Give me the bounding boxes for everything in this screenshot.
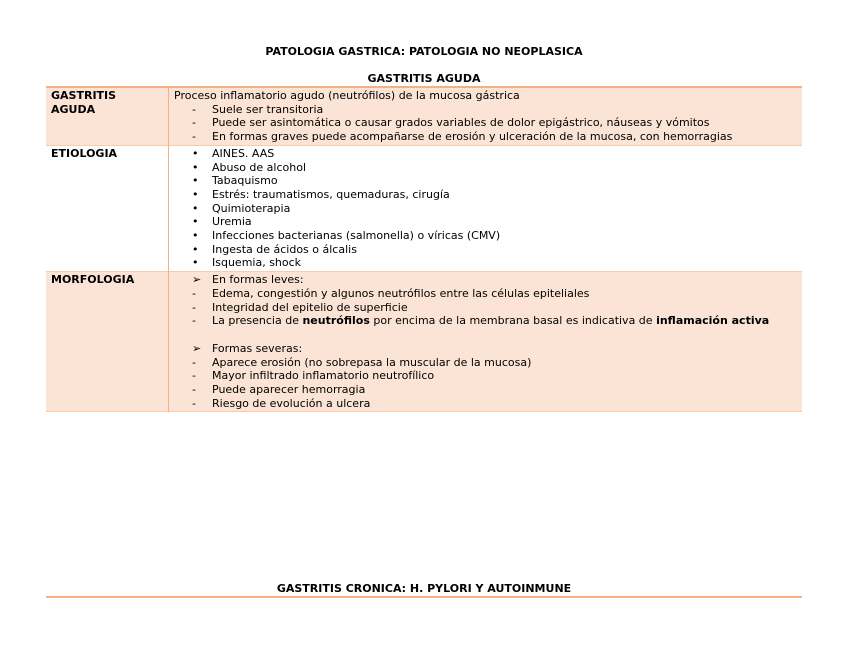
dash-marker: - bbox=[192, 130, 196, 144]
list-item: • Isquemia, shock bbox=[192, 256, 302, 270]
bullet-marker: • bbox=[192, 174, 199, 188]
next-section-title: GASTRITIS CRONICA: H. PYLORI Y AUTOINMUNE bbox=[276, 582, 572, 595]
spacer bbox=[174, 328, 797, 342]
gastritis-aguda-table bbox=[46, 86, 802, 412]
dash-marker: - bbox=[192, 383, 196, 397]
list-item: - Integridad del epitelio de superficie bbox=[192, 300, 408, 314]
list-item: - Riesgo de evolución a ulcera bbox=[192, 396, 371, 410]
list-item: • Quimioterapia bbox=[192, 201, 291, 215]
dash-marker: - bbox=[192, 314, 196, 328]
table-row-morfologia bbox=[46, 272, 802, 412]
list-item: • Uremia bbox=[192, 215, 252, 229]
list-item: • AINES. AAS bbox=[192, 146, 275, 160]
emphasis-neutrofilos: neutrófilos bbox=[302, 314, 370, 328]
row-content-gastritis bbox=[169, 87, 803, 145]
row-content-etiologia bbox=[169, 145, 803, 271]
morfologia-leves-list bbox=[174, 273, 797, 328]
list-item: - La presencia de neutrófilos por encima de la membrana basal es indicativa de inflamación activa bbox=[192, 314, 770, 328]
bullet-marker: • bbox=[192, 229, 199, 243]
dash-marker: - bbox=[192, 396, 196, 410]
list-heading: ➢ En formas leves: bbox=[192, 273, 304, 287]
table-row-etiologia bbox=[46, 145, 802, 271]
list-item: - Edema, congestión y algunos neutrófilos entre las células epiteliales bbox=[192, 286, 590, 300]
dash-marker: - bbox=[192, 102, 196, 116]
list-heading: ➢ Formas severas: bbox=[192, 341, 303, 355]
dash-marker: - bbox=[192, 116, 196, 130]
row-content-morfologia bbox=[169, 272, 803, 412]
list-item: - Puede aparecer hemorragia bbox=[192, 383, 366, 397]
bullet-marker: • bbox=[192, 215, 199, 229]
arrow-marker: ➢ bbox=[192, 273, 202, 287]
bullet-marker: • bbox=[192, 187, 199, 201]
list-item: • Tabaquismo bbox=[192, 174, 278, 188]
bullet-marker: • bbox=[192, 201, 199, 215]
bullet-marker: • bbox=[192, 256, 199, 270]
dash-marker: - bbox=[192, 355, 196, 369]
dash-marker: - bbox=[192, 300, 196, 314]
dash-marker: - bbox=[192, 286, 196, 300]
list-item: • Abuso de alcohol bbox=[192, 160, 307, 174]
gastritis-list bbox=[174, 103, 797, 144]
section-title: GASTRITIS AGUDA bbox=[367, 72, 481, 85]
list-item: • Ingesta de ácidos o álcalis bbox=[192, 242, 357, 256]
section-divider bbox=[46, 596, 802, 598]
list-item: - Aparece erosión (no sobrepasa la muscular de la mucosa) bbox=[192, 355, 532, 369]
bullet-marker: • bbox=[192, 146, 199, 160]
gastritis-definition: Proceso inflamatorio agudo (neutrófilos) de la mucosa gástrica bbox=[174, 89, 520, 102]
morfologia-severas-list bbox=[174, 342, 797, 411]
bullet-marker: • bbox=[192, 160, 199, 174]
table-row-gastritis bbox=[46, 87, 802, 145]
dash-marker: - bbox=[192, 369, 196, 383]
list-item: - En formas graves puede acompañarse de erosión y ulceración de la mucosa, con hemorragias bbox=[192, 130, 733, 144]
arrow-marker: ➢ bbox=[192, 341, 202, 355]
document-title: PATOLOGIA GASTRICA: PATOLOGIA NO NEOPLASICA bbox=[265, 45, 583, 58]
list-item: - Mayor infiltrado inflamatorio neutrofílico bbox=[192, 369, 435, 383]
row-label-etiologia: ETIOLOGIA bbox=[46, 145, 169, 271]
bullet-marker: • bbox=[192, 242, 199, 256]
etiologia-list bbox=[174, 147, 797, 270]
emphasis-inflamacion-activa: inflamación activa bbox=[656, 314, 770, 328]
list-item: - Puede ser asintomática o causar grados variables de dolor epigástrico, náuseas y vómitos bbox=[192, 116, 710, 130]
list-item: • Estrés: traumatismos, quemaduras, cirugía bbox=[192, 187, 450, 201]
list-item: - Suele ser transitoria bbox=[192, 102, 324, 116]
list-item: • Infecciones bacterianas (salmonella) o víricas (CMV) bbox=[192, 229, 501, 243]
row-label-morfologia: MORFOLOGIA bbox=[46, 272, 169, 412]
row-label-gastritis: GASTRITIS AGUDA bbox=[46, 87, 169, 145]
